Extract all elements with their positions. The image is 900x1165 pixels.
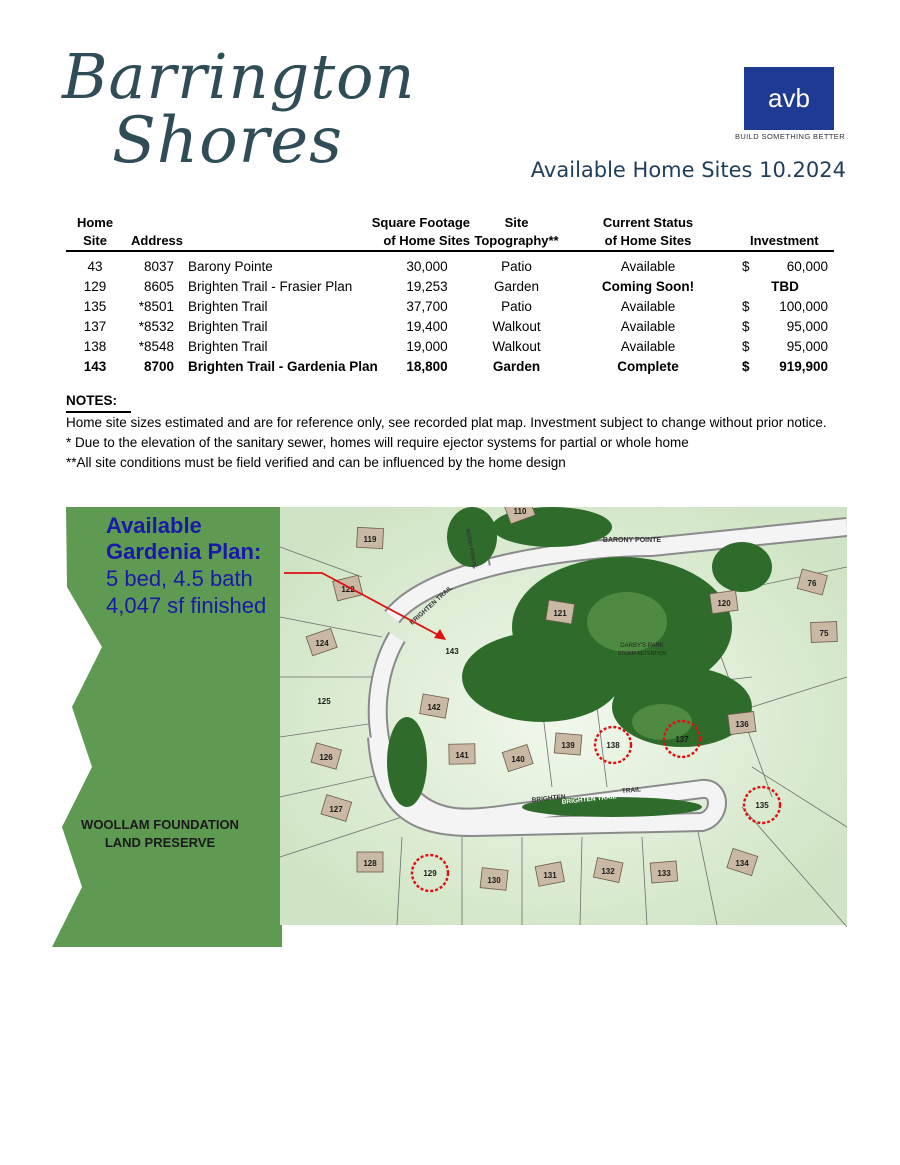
lot-number-label: 122 xyxy=(341,585,355,594)
preserve-label-line-1: WOOLLAM FOUNDATION xyxy=(81,817,239,832)
cell-investment: 919,900 xyxy=(779,359,828,374)
avb-logo-text: avb xyxy=(768,83,810,113)
cell-status: Available xyxy=(620,319,676,334)
cell-address-number: 8700 xyxy=(143,359,174,374)
cell-topography: Patio xyxy=(501,299,532,314)
lot-number-label: 139 xyxy=(561,741,575,750)
lot-number-label: 136 xyxy=(735,720,749,729)
logo-line-1: Barrington xyxy=(62,40,416,113)
callout-line-4: 4,047 sf finished xyxy=(106,593,267,618)
logo-line-2: Shores xyxy=(112,104,343,178)
cell-topography: Garden xyxy=(493,279,540,294)
lot-number-label: 124 xyxy=(315,639,329,648)
header-status xyxy=(586,214,710,250)
street-trail-label: TRAIL xyxy=(621,786,642,795)
cell-investment: 60,000 xyxy=(786,259,828,274)
lot-number-label: 75 xyxy=(819,629,829,638)
cell-topography: Patio xyxy=(501,259,532,274)
cell-address-number: *8501 xyxy=(138,299,174,314)
header-rule xyxy=(66,250,834,252)
table-row xyxy=(66,357,834,377)
table-row xyxy=(66,277,834,297)
header-status-line1: Current Status xyxy=(602,215,694,230)
barrington-shores-logo xyxy=(60,40,416,190)
lot-number-label: 119 xyxy=(363,535,377,544)
cell-square-footage: 19,253 xyxy=(406,279,448,294)
note-line-2: * Due to the elevation of the sanitary sewer, homes will require ejector systems for partial or whole home xyxy=(66,435,689,450)
cell-status: Available xyxy=(620,259,676,274)
cell-address-number: 8037 xyxy=(143,259,174,274)
lot-number-label: 131 xyxy=(543,871,557,880)
table-row xyxy=(66,257,834,277)
cell-home-site: 43 xyxy=(87,259,103,274)
notes-section xyxy=(66,391,846,473)
header-topography-line1: Site xyxy=(504,215,529,230)
lot-number-label: 135 xyxy=(755,801,769,810)
lot-number-label: 133 xyxy=(657,869,671,878)
cell-home-site: 137 xyxy=(83,319,107,334)
cell-status: Available xyxy=(620,339,676,354)
callout-line-2: Gardenia Plan: xyxy=(106,539,262,564)
cell-address-street: Brighten Trail - Gardenia Plan xyxy=(188,359,378,374)
header-sqft-line2: of Home Sites xyxy=(383,233,470,248)
cell-address-street: Brighten Trail xyxy=(188,319,268,334)
cell-address-street: Brighten Trail xyxy=(188,299,268,314)
lot-number-label: 140 xyxy=(511,755,525,764)
cell-home-site: 135 xyxy=(83,299,107,314)
note-line-1: Home site sizes estimated and are for reference only, see recorded plat map. Investment subject to change without prior notice. xyxy=(66,415,827,430)
cell-address-street: Barony Pointe xyxy=(188,259,273,274)
site-plan-map xyxy=(52,507,847,947)
lot-number-label: 128 xyxy=(363,859,377,868)
cell-address-number: *8548 xyxy=(138,339,174,354)
callout-line-3: 5 bed, 4.5 bath xyxy=(106,566,253,591)
lot-number-label: 120 xyxy=(717,599,731,608)
preserve-label-line-2: LAND PRESERVE xyxy=(104,835,216,850)
table-row xyxy=(66,337,834,357)
table-row xyxy=(66,317,834,337)
cell-square-footage: 37,700 xyxy=(406,299,448,314)
cell-status: Complete xyxy=(617,359,679,374)
header-home-site xyxy=(70,214,120,250)
lot-number-label: 125 xyxy=(317,697,331,706)
cell-dollar-sign: $ xyxy=(742,359,750,374)
lot-number-label: 130 xyxy=(487,876,501,885)
street-brighten-trail-left: BRIGHTEN TRAIL xyxy=(408,584,455,627)
lot-number-label: 121 xyxy=(553,609,567,618)
park-label: DARBY'S PARK xyxy=(620,643,664,649)
cell-topography: Walkout xyxy=(492,319,541,334)
lot-number-label: 142 xyxy=(427,703,441,712)
header-home-site-line2: Site xyxy=(83,233,107,248)
note-line-3: **All site conditions must be field verified and can be influenced by the home design xyxy=(66,455,566,470)
lot-number-label: 110 xyxy=(513,507,527,516)
park-sublabel: STORM RETENTION xyxy=(617,651,667,657)
header-topography xyxy=(469,214,564,250)
cell-square-footage: 19,000 xyxy=(406,339,448,354)
cell-square-footage: 30,000 xyxy=(406,259,448,274)
cell-dollar-sign: $ xyxy=(742,319,750,334)
header-topography-line2: Topography** xyxy=(474,233,559,248)
cell-status: Coming Soon! xyxy=(601,279,695,294)
cell-home-site: 143 xyxy=(83,359,107,374)
cell-dollar-sign: $ xyxy=(742,339,750,354)
callout-line-1: Available xyxy=(106,513,202,538)
avb-tagline: BUILD SOMETHING BETTER xyxy=(734,132,846,141)
cell-dollar-sign: $ xyxy=(742,299,750,314)
header-sqft-line1: Square Footage xyxy=(371,215,470,230)
street-wood-pointe: WOOD POINTE xyxy=(464,528,477,569)
cell-home-site: 138 xyxy=(83,339,107,354)
cell-square-footage: 19,400 xyxy=(406,319,448,334)
cell-address-street: Brighten Trail - Frasier Plan xyxy=(188,279,353,294)
header-status-line2: of Home Sites xyxy=(604,233,692,248)
notes-heading: NOTES: xyxy=(66,391,131,413)
cell-address-number: *8532 xyxy=(138,319,174,334)
header-home-site-line1: Home xyxy=(76,215,114,230)
lot-number-label: 127 xyxy=(329,805,343,814)
avb-logo xyxy=(744,67,834,130)
cell-investment: 95,000 xyxy=(786,319,828,334)
cell-investment: 95,000 xyxy=(786,339,828,354)
cell-square-footage: 18,800 xyxy=(406,359,448,374)
cell-dollar-sign: $ xyxy=(742,259,750,274)
cell-topography: Garden xyxy=(492,359,541,374)
lot-number-label: 141 xyxy=(455,751,469,760)
lot-number-label: 143 xyxy=(445,647,459,656)
header-address: Address xyxy=(131,233,184,248)
lot-number-label: 126 xyxy=(319,753,333,762)
table-row xyxy=(66,297,834,317)
lot-number-label: 132 xyxy=(601,867,615,876)
cell-investment: 100,000 xyxy=(779,299,828,314)
header-investment: Investment xyxy=(750,233,819,248)
street-brighten-label: BRIGHTEN xyxy=(531,793,566,804)
cell-address-number: 8605 xyxy=(143,279,174,294)
lot-number-label: 129 xyxy=(423,869,437,878)
street-barony-pointe: BARONY POINTE xyxy=(602,537,662,544)
header-sqft xyxy=(366,214,470,250)
cell-home-site: 129 xyxy=(83,279,107,294)
page-title: Available Home Sites 10.2024 xyxy=(530,158,846,182)
cell-status: Available xyxy=(620,299,676,314)
lot-number-label: 137 xyxy=(675,735,689,744)
lot-number-label: 138 xyxy=(606,741,620,750)
cell-topography: Walkout xyxy=(492,339,541,354)
lot-number-label: 134 xyxy=(735,859,749,868)
cell-address-street: Brighten Trail xyxy=(188,339,268,354)
lot-number-label: 76 xyxy=(807,579,817,588)
cell-investment: TBD xyxy=(771,279,799,294)
street-brighten-trail-bottom: BRIGHTEN TRAIL xyxy=(561,793,617,806)
